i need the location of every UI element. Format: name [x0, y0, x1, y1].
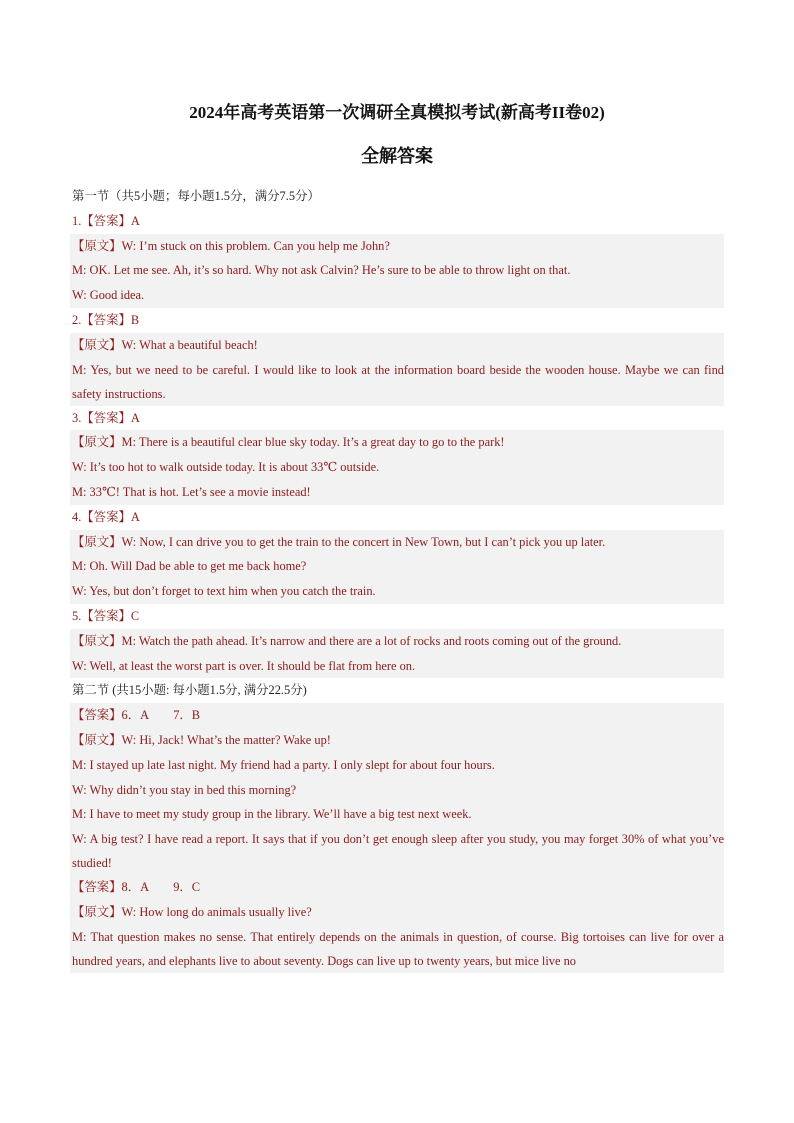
transcript-line: W: Yes, but don’t forget to text him when you catch the train. — [70, 579, 724, 604]
transcript-line: M: Oh. Will Dad be able to get me back home? — [70, 554, 724, 579]
transcript-line: 【原文】M: There is a beautiful clear blue sky today. It’s a great day to go to the park! — [70, 430, 724, 455]
document-subtitle: 全解答案 — [361, 146, 433, 166]
document-title: 2024年高考英语第一次调研全真模拟考试(新高考II卷02) — [189, 103, 605, 122]
transcript-line: W: It’s too hot to walk outside today. It is about 33℃ outside. — [70, 455, 724, 480]
transcript-line: W: A big test? I have read a report. It says that if you don’t get enough sleep after you study, you may forget 30% of what you’ve studied! — [70, 827, 724, 875]
answer-line: 3.【答案】A — [72, 410, 140, 425]
transcript-line: M: OK. Let me see. Ah, it’s so hard. Why not ask Calvin? He’s sure to be able to throw light on that. — [70, 258, 724, 283]
transcript-line: W: Good idea. — [70, 283, 724, 308]
answer-line: 4.【答案】A — [72, 509, 140, 524]
answer-body — [70, 184, 724, 973]
section-heading-2: 第二节 (共15小题: 每小题1.5分, 满分22.5分) — [72, 683, 307, 698]
answer-line: 5.【答案】C — [72, 608, 140, 623]
answer-line: 2.【答案】B — [72, 312, 140, 327]
transcript-line: M: I have to meet my study group in the library. We’ll have a big test next week. — [70, 802, 724, 827]
section-heading-1: 第一节（共5小题；每小题1.5分，满分7.5分） — [72, 189, 320, 203]
answer-line: 【答案】6．A 7．B — [70, 703, 724, 728]
transcript-line: 【原文】W: I’m stuck on this problem. Can you help me John? — [70, 234, 724, 259]
transcript-line: 【原文】W: How long do animals usually live? — [70, 900, 724, 925]
transcript-line: M: I stayed up late last night. My friend had a party. I only slept for about four hours. — [70, 753, 724, 778]
transcript-line: 【原文】M: Watch the path ahead. It’s narrow and there are a lot of rocks and roots coming out of the ground. — [70, 629, 724, 654]
transcript-line: 【原文】W: What a beautiful beach! — [70, 333, 724, 358]
transcript-line: 【原文】W: Hi, Jack! What’s the matter? Wake up! — [70, 728, 724, 753]
transcript-line: M: Yes, but we need to be careful. I would like to look at the information board beside the wooden house. Maybe we can find safety instructions. — [70, 358, 724, 406]
answer-line: 1.【答案】A — [72, 213, 140, 228]
transcript-line: W: Well, at least the worst part is over. It should be flat from here on. — [70, 654, 724, 679]
transcript-line: M: 33℃! That is hot. Let’s see a movie instead! — [70, 480, 724, 505]
transcript-line: W: Why didn’t you stay in bed this morning? — [70, 778, 724, 803]
answer-line: 【答案】8．A 9．C — [70, 875, 724, 900]
transcript-line: 【原文】W: Now, I can drive you to get the train to the concert in New Town, but I can’t pick you up later. — [70, 530, 724, 555]
transcript-line: M: That question makes no sense. That entirely depends on the animals in question, of course. Big tortoises can live for over a hundred years, and elephants live to about seventy. Dogs can live up to twenty years, but mice live no — [70, 925, 724, 973]
